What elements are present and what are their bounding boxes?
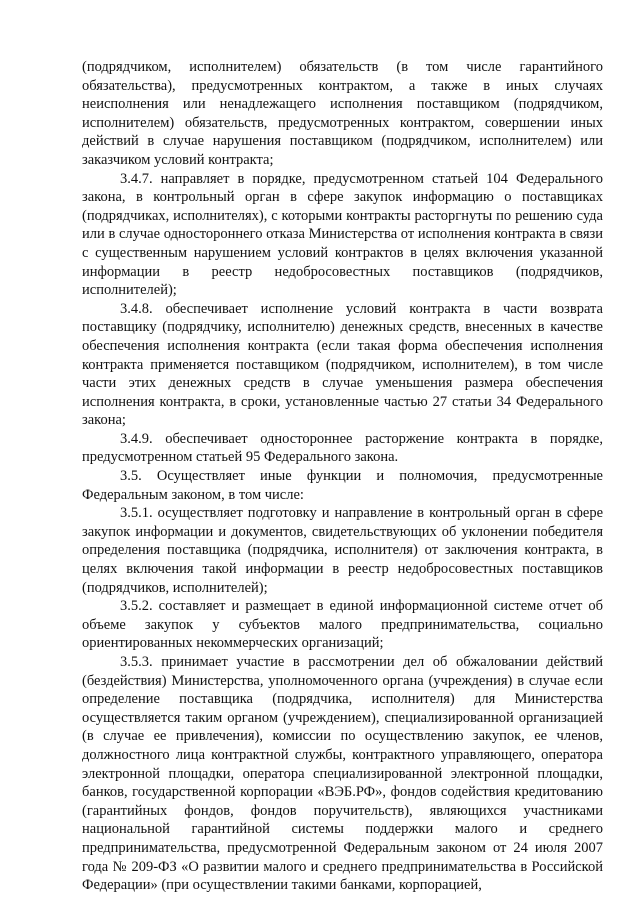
document-page bbox=[82, 58, 603, 895]
paragraph-3-5-2: 3.5.2. составляет и размещает в единой информационной системе отчет об объеме закупок у субъектов малого предпринимательства, социально ориентированных некоммерческих организаций; bbox=[82, 598, 603, 652]
paragraph-3-4-8: 3.4.8. обеспечивает исполнение условий контракта в части возврата поставщику (подрядчику, исполнителю) денежных средств, внесенных в качестве обеспечения исполнения контракта (если такая форма обеспечения исполнения контракта применяется поставщиком (подрядчиком, исполнителем), в том числе части этих денежных средств в случае уменьшения размера обеспечения исполнения контракта, в сроки, установленные частью 27 статьи 34 Федерального закона; bbox=[82, 300, 603, 429]
paragraph-continuation: (подрядчиком, исполнителем) обязательств (в том числе гарантийного обязательства), предусмотренных контрактом, а также в иных случаях неисполнения или ненадлежащего исполнения поставщиком (подрядчиком, исполнителем) обязательств, предусмотренных контрактом, совершении иных действий в случае нарушения поставщиком (подрядчиком, исполнителем) или заказчиком условий контракта; bbox=[82, 59, 603, 168]
paragraph-3-5-3: 3.5.3. принимает участие в рассмотрении дел об обжаловании действий (бездействия) Министерства, уполномоченного органа (учреждения) в случае если определение поставщика (подрядчика, исполнителя) для Министерства осуществляется таким органом (учреждением), специализированной организацией (в случае ее привлечения), комиссии по осуществлению закупок, ее членов, должностного лица контрактной службы, контрактного управляющего, оператора электронной площадки, оператора специализированной электронной площадки, банков, государственной корпорации «ВЭБ.РФ», фондов содействия кредитованию (гарантийных фондов, фондов поручительств), являющихся участниками национальной гарантийной системы поддержки малого и среднего предпринимательства, предусмотренной Федеральным законом от 24 июля 2007 года № 209-ФЗ «О развитии малого и среднего предпринимательства в Российской Федерации» (при осуществлении такими банками, корпорацией, bbox=[82, 654, 603, 894]
paragraph-3-5: 3.5. Осуществляет иные функции и полномочия, предусмотренные Федеральным законом, в том числе: bbox=[82, 468, 603, 503]
paragraph-3-4-7: 3.4.7. направляет в порядке, предусмотренном статьей 104 Федерального закона, в контрольный орган в сфере закупок информацию о поставщиках (подрядчиках, исполнителях), с которыми контракты расторгнуты по решению суда или в случае одностороннего отказа Министерства от исполнения контракта в связи с существенным нарушением условий контрактов в целях включения указанной информации в реестр недобросовестных поставщиков (подрядчиков, исполнителей); bbox=[82, 170, 603, 299]
paragraph-3-5-1: 3.5.1. осуществляет подготовку и направление в контрольный орган в сфере закупок информации и документов, свидетельствующих об уклонении победителя определения поставщика (подрядчика, исполнителя) от заключения контракта, в целях включения такой информации в реестр недобросовестных поставщиков (подрядчиков, исполнителей); bbox=[82, 505, 603, 596]
paragraph-3-4-9: 3.4.9. обеспечивает одностороннее расторжение контракта в порядке, предусмотренном статьей 95 Федерального закона. bbox=[82, 430, 603, 466]
